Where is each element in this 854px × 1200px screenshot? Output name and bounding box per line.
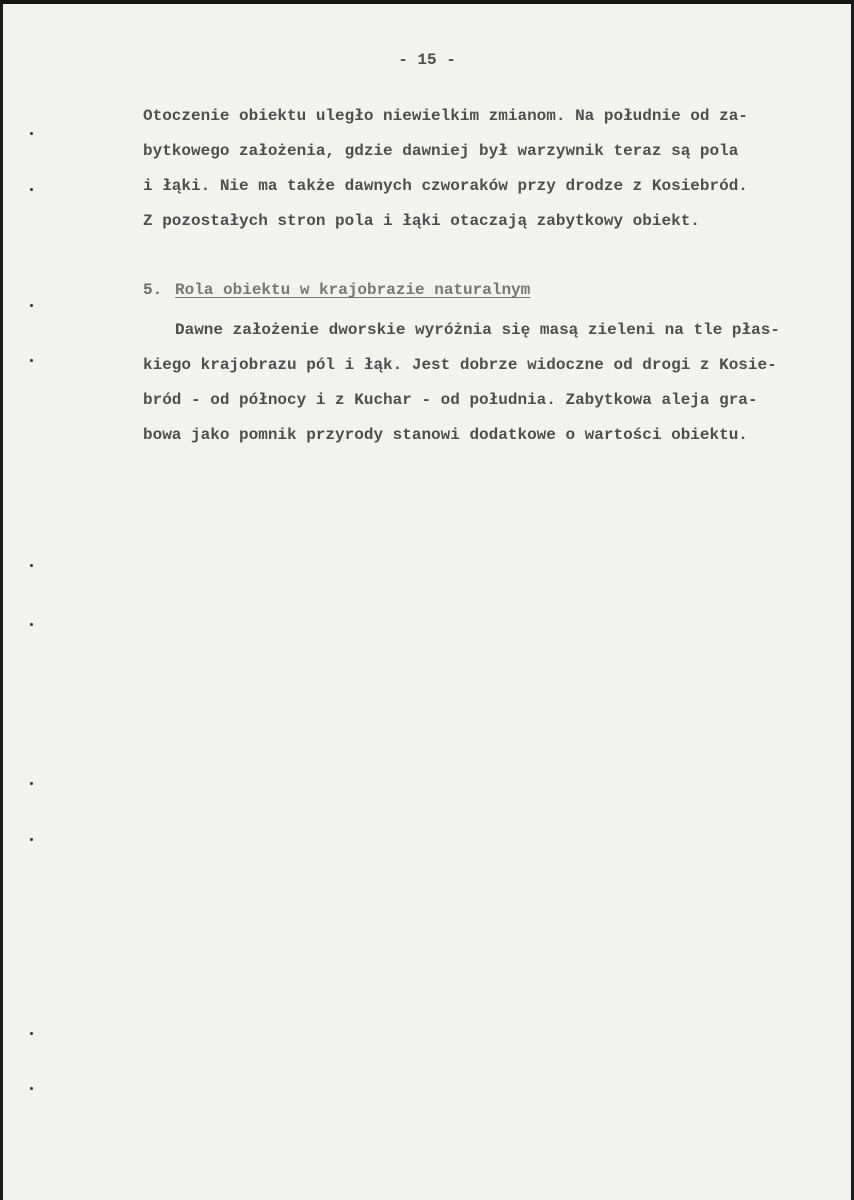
margin-dot: [30, 304, 33, 307]
margin-dot: [30, 623, 33, 626]
paragraph-1-line-3: i łąki. Nie ma także dawnych czworaków przy drodze z Kosiebród.: [143, 177, 748, 195]
paragraph-2-line-2: kiego krajobrazu pól i łąk. Jest dobrze widoczne od drogi z Kosie-: [143, 356, 777, 374]
margin-dot: [30, 1087, 33, 1090]
paragraph-2-line-1: Dawne założenie dworskie wyróżnia się masą zieleni na tle płas-: [175, 321, 780, 339]
paragraph-1-line-4: Z pozostałych stron pola i łąki otaczają zabytkowy obiekt.: [143, 212, 700, 230]
margin-dot: [30, 838, 33, 841]
paragraph-1-line-1: Otoczenie obiektu uległo niewielkim zmianom. Na południe od za-: [143, 107, 748, 125]
page-number: - 15 -: [398, 51, 456, 69]
margin-dot: [30, 359, 33, 362]
margin-dot: [30, 188, 33, 191]
paragraph-1-line-2: bytkowego założenia, gdzie dawniej był warzywnik teraz są pola: [143, 142, 739, 160]
section-number: 5.: [143, 281, 163, 299]
paragraph-2-line-4: bowa jako pomnik przyrody stanowi dodatkowe o wartości obiektu.: [143, 426, 748, 444]
margin-dot: [30, 564, 33, 567]
margin-dot: [30, 132, 33, 135]
margin-dot: [30, 782, 33, 785]
paragraph-2-line-3: bród - od północy i z Kuchar - od południa. Zabytkowa aleja gra-: [143, 391, 758, 409]
margin-dot: [30, 1032, 33, 1035]
section-title: Rola obiektu w krajobrazie naturalnym: [175, 281, 531, 299]
